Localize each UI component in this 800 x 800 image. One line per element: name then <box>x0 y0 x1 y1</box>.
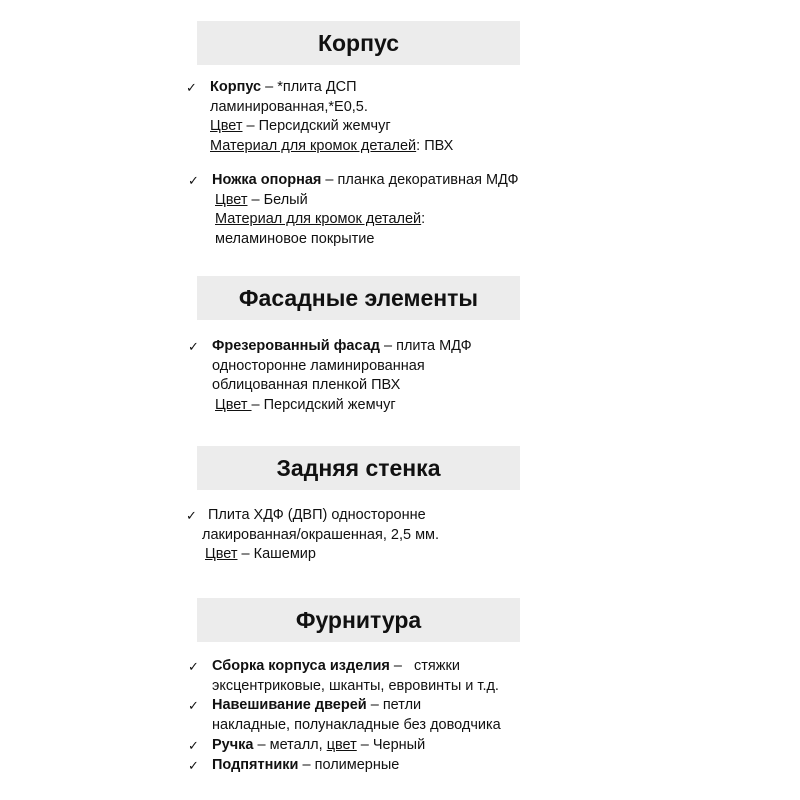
leg-line-2 <box>212 191 519 211</box>
korpus-line-2: ламинированная,*Е0,5. <box>210 98 368 115</box>
leg-line-4: меламиновое покрытие <box>215 231 375 248</box>
facade-line-1 <box>188 337 472 357</box>
furniture-assembly-bold: Сборка корпуса изделия <box>212 658 390 674</box>
leg-color-label: Цвет <box>215 191 248 208</box>
furniture-doors-line-2: накладные, полунакладные без доводчика <box>212 717 501 734</box>
furniture-items <box>188 657 501 775</box>
korpus-edge-value: : ПВХ <box>416 138 454 155</box>
korpus-color-value: – Персидский жемчуг <box>242 118 391 135</box>
korpus-item <box>186 78 454 157</box>
leg-edge-label: Материал для кромок деталей <box>215 211 422 228</box>
furniture-assembly-line-2: эксцентриковые, шканты, евровинты и т.д. <box>212 677 499 694</box>
furniture-feet-bold: Подпятники <box>212 756 299 773</box>
leg-edge-value: : <box>421 211 426 228</box>
check-icon: ✓ <box>188 173 199 188</box>
check-icon: ✓ <box>188 698 199 714</box>
leg-item-bold: Ножка опорная <box>212 172 322 188</box>
furniture-doors-line-1 <box>188 696 501 716</box>
korpus-line-4 <box>210 137 453 157</box>
leg-line-3 <box>212 210 519 230</box>
back-line-1-text: Плита ХДФ (ДВП) односторонне <box>208 507 426 523</box>
back-line-2: лакированная/окрашенная, 2,5 мм. <box>202 526 440 543</box>
furniture-handle-color-label: цвет <box>326 736 357 753</box>
korpus-line-3 <box>210 117 453 137</box>
check-icon: ✓ <box>188 737 199 753</box>
facade-item <box>188 337 472 416</box>
furniture-handle-text-1: – металл, <box>253 736 327 753</box>
furniture-handle-bold: Ручка <box>212 736 254 753</box>
check-icon: ✓ <box>186 508 197 523</box>
korpus-color-label: Цвет <box>210 118 243 135</box>
back-line-3 <box>205 545 439 565</box>
facade-line-2: односторонне ламинированная <box>212 357 425 374</box>
leg-item-text: – планка декоративная МДФ <box>321 172 519 188</box>
leg-line-1 <box>188 171 519 191</box>
korpus-item-text: – *плита ДСП <box>261 79 357 95</box>
facade-item-text: – плита МДФ <box>379 338 472 354</box>
back-color-value: – Кашемир <box>237 546 316 563</box>
furniture-doors-bold: Навешивание дверей <box>212 697 367 714</box>
leg-item <box>188 171 519 250</box>
check-icon: ✓ <box>188 757 199 773</box>
section-title-furniture: Фурнитура <box>197 598 520 642</box>
furniture-doors-text: – петли <box>366 697 422 714</box>
check-icon: ✓ <box>186 80 197 95</box>
korpus-item-bold: Корпус <box>210 79 262 95</box>
leg-color-value: – Белый <box>247 191 308 208</box>
section-title-korpus: Корпус <box>197 21 520 65</box>
facade-color-label: Цвет <box>215 397 252 414</box>
furniture-handle-text-2: – Черный <box>356 736 426 753</box>
facade-item-bold: Фрезерованный фасад <box>212 338 380 354</box>
furniture-assembly-text: – стяжки <box>389 658 460 674</box>
facade-line-4 <box>212 396 472 416</box>
back-color-label: Цвет <box>205 546 238 563</box>
furniture-handle-line <box>188 736 501 756</box>
korpus-edge-label: Материал для кромок деталей <box>210 138 417 155</box>
check-icon: ✓ <box>188 339 199 354</box>
furniture-assembly-line-1 <box>188 657 501 677</box>
furniture-feet-line <box>188 756 501 776</box>
section-title-back: Задняя стенка <box>197 446 520 490</box>
back-item <box>186 506 440 565</box>
facade-color-value: – Персидский жемчуг <box>251 397 396 414</box>
back-line-1 <box>186 506 439 526</box>
section-title-facade: Фасадные элементы <box>197 276 520 320</box>
korpus-line-1 <box>186 78 453 98</box>
check-icon: ✓ <box>188 659 199 674</box>
facade-line-3: облицованная пленкой ПВХ <box>212 377 401 394</box>
furniture-feet-text: – полимерные <box>298 756 400 773</box>
